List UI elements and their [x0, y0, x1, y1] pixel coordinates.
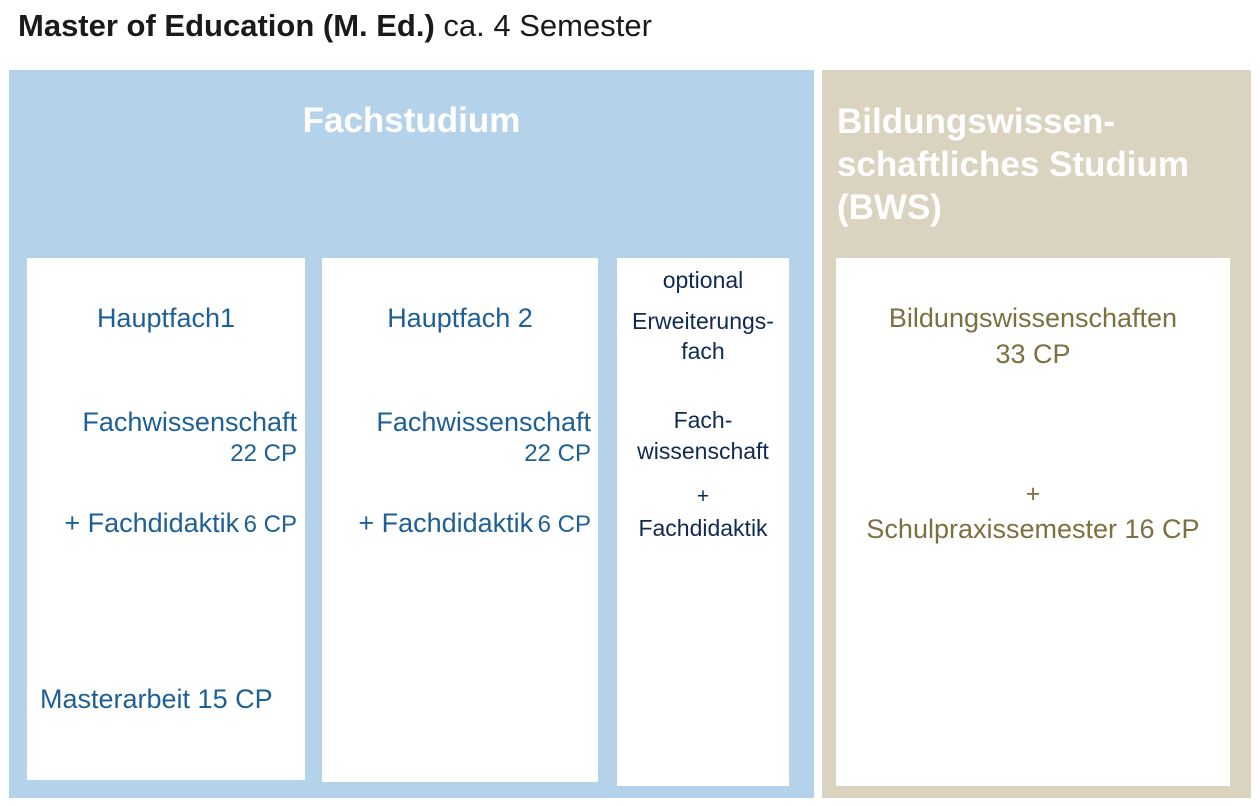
- hauptfach1-fachdidaktik-line: [64, 507, 297, 544]
- hauptfach2-fachwissenschaft: Fachwissenschaft: [376, 407, 591, 437]
- erweiterungsfach-line2: fach: [681, 338, 725, 364]
- hauptfach1-fachwissenschaft-cp: 22 CP: [230, 440, 297, 467]
- hauptfach2-box: [322, 258, 598, 782]
- erweiterungsfach-line1: Erweiterungs-: [632, 308, 774, 334]
- hauptfach1-fachdidaktik: + Fachdidaktik: [64, 508, 240, 538]
- bws-heading-line2: schaftliches Studium: [837, 145, 1190, 184]
- masterarbeit: Masterarbeit 15 CP: [40, 684, 273, 714]
- erweiterungsfach-box: [617, 258, 789, 786]
- degree-name: Master of Education (M. Ed.): [18, 8, 435, 43]
- hauptfach1-fachwissenschaft: Fachwissenschaft: [82, 407, 297, 437]
- bws-heading: [837, 100, 1247, 229]
- bildungswissenschaften-label: Bildungswissenschaften: [888, 303, 1178, 333]
- erweiterung-plus: +: [696, 485, 710, 508]
- duration: ca. 4 Semester: [443, 8, 652, 43]
- hauptfach2-fachdidaktik: + Fachdidaktik: [358, 508, 534, 538]
- erweiterung-fw-line2: wissenschaft: [637, 438, 769, 464]
- hauptfach2-fachdidaktik-line: [358, 507, 591, 544]
- hauptfach1-box: [27, 258, 305, 780]
- fachstudium-heading: Fachstudium: [302, 101, 521, 140]
- hauptfach2-fachwissenschaft-cp: 22 CP: [524, 440, 591, 467]
- page-title: [18, 6, 652, 46]
- erweiterung-fachdidaktik: Fachdidaktik: [638, 515, 768, 541]
- hauptfach1-fachdidaktik-cp: 6 CP: [243, 511, 297, 538]
- bildungswissenschaften-cp: 33 CP: [995, 339, 1071, 369]
- optional-label: optional: [662, 267, 744, 293]
- bws-plus: +: [1025, 480, 1041, 508]
- hauptfach1-title: Hauptfach1: [96, 303, 236, 333]
- bws-heading-line3: (BWS): [837, 188, 942, 227]
- hauptfach2-fachdidaktik-cp: 6 CP: [537, 511, 591, 538]
- schulpraxissemester: Schulpraxissemester 16 CP: [866, 514, 1200, 544]
- hauptfach2-title: Hauptfach 2: [387, 303, 533, 333]
- bws-heading-line1: Bildungswissen-: [837, 102, 1116, 141]
- erweiterung-fw-line1: Fach-: [673, 407, 733, 433]
- bildungswissenschaften-box: [836, 258, 1230, 786]
